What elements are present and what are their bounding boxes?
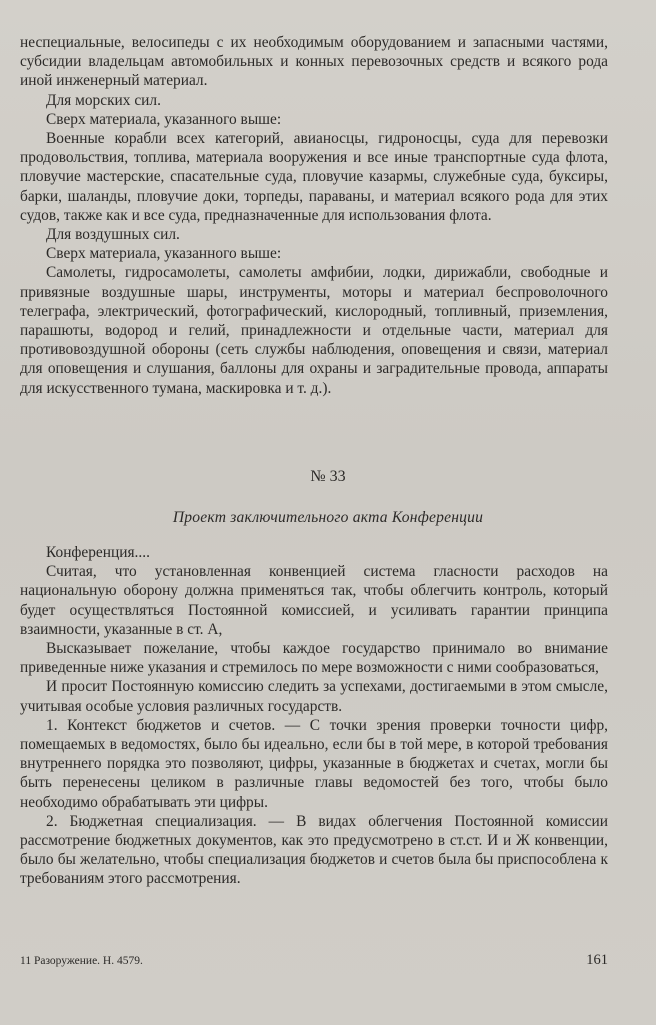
paragraph: Самолеты, гидросамолеты, самолеты амфибии, лодки, дирижабли, свободные и привязные воздушные шары, инструменты, моторы и материал беспроволочного телеграфа, электрический, фотографический, кислородный, топливный, приземления, парашюты, водород и гелий, принадлежности и отдельные части, материал для противовоздушной обороны (сеть службы наблюдения, оповещения и связи, материал для оповещения и слушания, баллоны для охраны и заградительные провода, аппараты для искусственного тумана, маскировка и т. д.).: [20, 264, 608, 397]
section-title: Проект заключительного акта Конференции: [172, 509, 484, 526]
paragraph: 1. Контекст бюджетов и счетов. — С точки зрения проверки точности цифр, помещаемых в ведомостях, было бы идеально, если бы в той мере, в которой требования внутреннего порядка это позволяют, цифры, указанные в бюджетах и счетах, могли бы быть перенесены целиком в различные главы ведомостей без того, чтобы было необходимо обрабатывать эти цифры.: [20, 716, 608, 811]
page-number: 161: [586, 952, 608, 968]
paragraph: Высказывает пожелание, чтобы каждое государство принимало во внимание приведенные ниже указания и стремилось по мере возможности с ними сообразоваться,: [20, 640, 608, 677]
paragraph: 2. Бюджетная специализация. — В видах облегчения Постоянной комиссии рассмотрение бюджетных документов, как это предусмотрено в ст.ст. И и Ж конвенции, было бы желательно, чтобы специализация бюджетов и счетов была бы приспособлена к требованиям этого рассмотрения.: [20, 812, 608, 888]
paragraph: Считая, что установленная конвенцией система гласности расходов на национальную оборону должна применяться так, чтобы облегчить контроль, который будет осуществляться Постоянной комиссией, и усиливать гарантии принципа взаимности, указанные в ст. А,: [20, 563, 608, 638]
paragraph: И просит Постоянную комиссию следить за успехами, достигаемыми в этом смысле, учитывая особые условия различных государств.: [20, 678, 608, 715]
paragraph: неспециальные, велосипеды с их необходимым оборудованием и запасными частями, субсидии владельцам автомобильных и конных перевозочных средств и всякого рода иной инженерный материал.: [20, 34, 608, 90]
section-number: № 33: [310, 468, 346, 485]
paragraph: Сверх материала, указанного выше:: [46, 245, 282, 263]
page-footer: [20, 952, 608, 969]
paragraph: Для морских сил.: [46, 91, 161, 109]
paragraph: Для воздушных сил.: [46, 226, 180, 244]
section-1-body: [20, 33, 608, 398]
paragraph: Военные корабли всех категорий, авианосцы, гидроносцы, суда для перевозки продовольствия, топлива, материала вооружения и все иные транспортные суда флота, пловучие мастерские, спасательные суда, пловучие казармы, служебные суда, буксиры, барки, шаланды, пловучие доки, торпеды, параваны, и материал всякого рода для этих судов, также как и все суда, предназначенные для использования флота.: [20, 130, 608, 224]
printer-signature: 11 Разоружение. Н. 4579.: [20, 955, 143, 967]
paragraph: Сверх материала, указанного выше:: [46, 110, 282, 128]
paragraph: Конференция....: [46, 544, 150, 561]
section-2-body: [20, 543, 608, 889]
